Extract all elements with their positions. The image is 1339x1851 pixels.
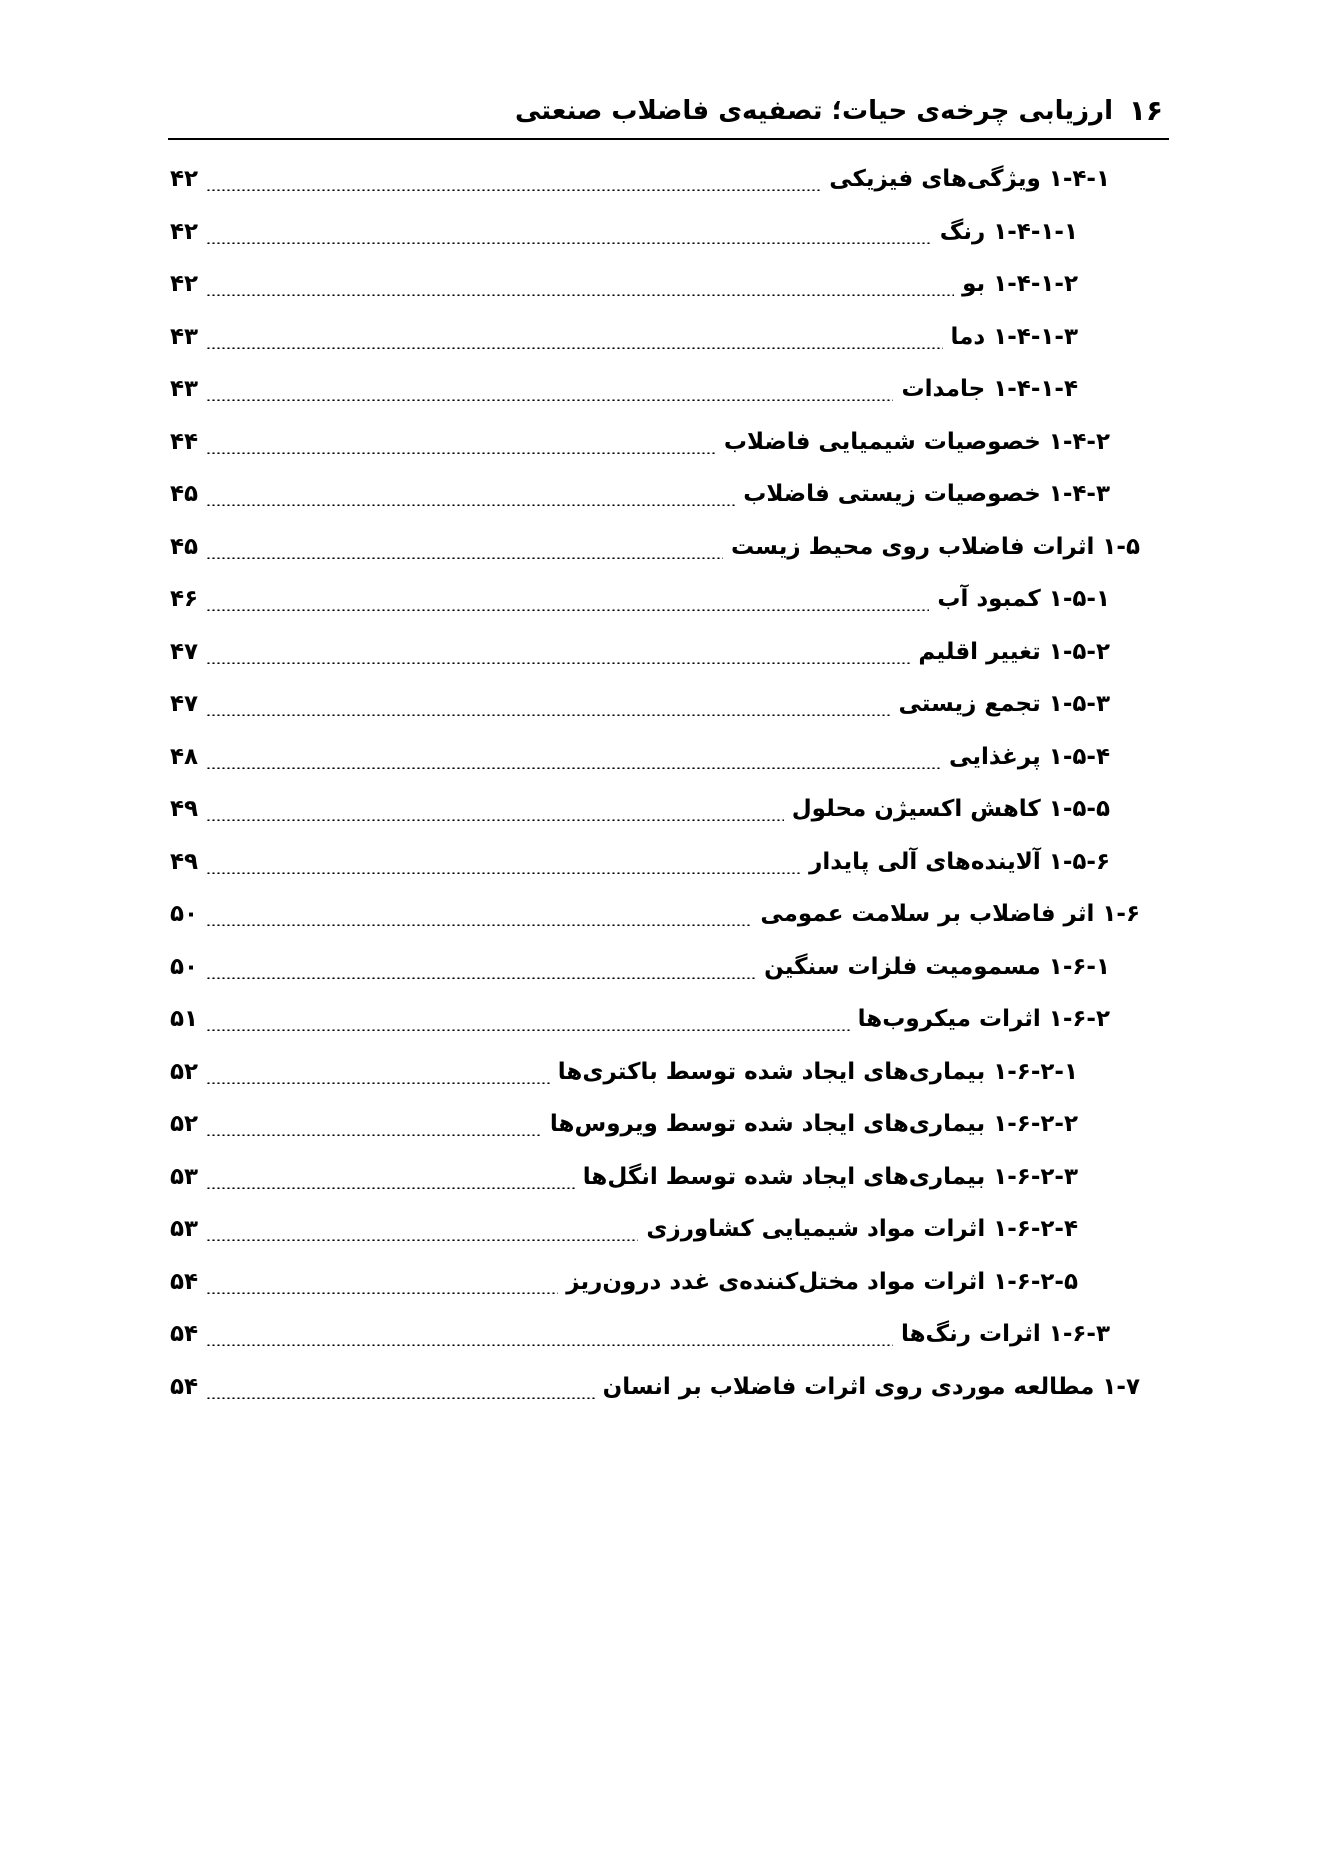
- toc-entry-page: ۴۷: [170, 638, 199, 665]
- toc-entry-title: رنگ: [939, 218, 986, 245]
- toc-entry[interactable]: [170, 324, 1078, 358]
- toc-entry-number: ۱-۶-۲-۲: [993, 1111, 1078, 1137]
- toc-entry-page: ۵۲: [170, 1111, 199, 1137]
- toc-entry-number: ۱-۶-۲-۱: [993, 1058, 1078, 1085]
- toc-entry-page: ۵۱: [170, 1006, 199, 1032]
- toc-entry-page: ۴۴: [170, 428, 199, 455]
- dot-leader: [206, 1082, 550, 1084]
- toc-entry-page: ۵۳: [170, 1216, 199, 1242]
- dot-leader: [206, 1292, 558, 1294]
- toc-entry[interactable]: [170, 1216, 1078, 1250]
- toc-entry-title: پرغذایی: [949, 743, 1041, 770]
- toc-entry[interactable]: [170, 1269, 1078, 1303]
- toc-entry[interactable]: [170, 166, 1110, 200]
- toc-entry-page: ۴۶: [170, 586, 199, 612]
- dot-leader: [206, 924, 752, 926]
- toc-entry-number: ۱-۶-۳: [1048, 1321, 1110, 1347]
- toc-entry-title: بو: [962, 271, 986, 297]
- toc-entry-title: بیماری‌های ایجاد شده توسط انگل‌ها: [582, 1163, 986, 1190]
- toc-entry[interactable]: [170, 271, 1078, 305]
- toc-entry[interactable]: [170, 1321, 1110, 1355]
- toc-entry-page: ۴۳: [170, 376, 199, 402]
- toc-entry-number: ۱-۵-۱: [1048, 586, 1110, 612]
- toc-entry[interactable]: [170, 691, 1110, 725]
- toc-entry-number: ۱-۶-۲-۳: [993, 1163, 1078, 1190]
- toc-entry-page: ۵۴: [170, 1373, 199, 1400]
- toc-entry-title: اثرات مواد شیمیایی کشاورزی: [646, 1216, 986, 1242]
- dot-leader: [206, 504, 735, 506]
- toc-entry[interactable]: [170, 1374, 1140, 1408]
- dot-leader: [206, 1344, 893, 1346]
- toc-entry-title: دما: [950, 323, 986, 350]
- toc-entry-number: ۱-۵-۴: [1048, 743, 1110, 770]
- toc-entry-title: تغییر اقلیم: [918, 638, 1041, 665]
- toc-entry[interactable]: [170, 954, 1110, 988]
- toc-entry-page: ۴۲: [170, 271, 199, 297]
- toc-entry-number: ۱-۶-۱: [1048, 953, 1110, 980]
- dot-leader: [206, 714, 890, 716]
- dot-leader: [206, 294, 954, 296]
- toc-entry-page: ۴۳: [170, 323, 199, 350]
- toc-entry-page: ۵۲: [170, 1058, 199, 1085]
- toc-entry-number: ۱-۴-۱-۱: [993, 218, 1078, 245]
- toc-entry-number: ۱-۶-۲-۴: [993, 1216, 1078, 1242]
- toc-entry-page: ۴۹: [170, 796, 199, 822]
- toc-entry-title: اثر فاضلاب بر سلامت عمومی: [760, 901, 1095, 927]
- toc-entry[interactable]: [170, 586, 1110, 620]
- toc-entry-title: بیماری‌های ایجاد شده توسط باکتری‌ها: [557, 1058, 986, 1085]
- toc-entry-page: ۴۲: [170, 218, 199, 245]
- dot-leader: [206, 1397, 595, 1399]
- toc-entry-number: ۱-۴-۱-۴: [993, 376, 1078, 402]
- toc-entry-title: خصوصیات شیمیایی فاضلاب: [723, 428, 1041, 455]
- dot-leader: [206, 557, 723, 559]
- toc-entry[interactable]: [170, 796, 1110, 830]
- toc-entry-title: مسمومیت فلزات سنگین: [764, 953, 1041, 980]
- dot-leader: [206, 399, 893, 401]
- toc-entry[interactable]: [170, 744, 1110, 778]
- toc-entry[interactable]: [170, 376, 1078, 410]
- toc-entry-number: ۱-۴-۱-۳: [993, 323, 1078, 350]
- toc-entry-page: ۴۹: [170, 848, 199, 875]
- toc-entry-title: اثرات میکروب‌ها: [857, 1006, 1041, 1032]
- toc-entry-number: ۱-۵-۲: [1048, 638, 1110, 665]
- dot-leader: [206, 347, 943, 349]
- toc-entry-page: ۵۰: [170, 953, 199, 980]
- toc-entry-title: مطالعه موردی روی اثرات فاضلاب بر انسان: [602, 1373, 1095, 1400]
- dot-leader: [206, 609, 929, 611]
- toc-entry-number: ۱-۴-۱-۲: [993, 271, 1078, 297]
- toc-entry-number: ۱-۶: [1102, 901, 1140, 927]
- toc-entry-title: اثرات فاضلاب روی محیط زیست: [730, 533, 1095, 560]
- toc-entry-title: آلاینده‌های آلی پایدار: [809, 848, 1041, 875]
- toc-entry-number: ۱-۵-۵: [1048, 796, 1110, 822]
- toc-entry-title: اثرات رنگ‌ها: [900, 1321, 1041, 1347]
- toc-entry-title: اثرات مواد مختل‌کننده‌ی غدد درون‌ریز: [566, 1268, 986, 1295]
- dot-leader: [206, 872, 801, 874]
- toc-entry-title: ویژگی‌های فیزیکی: [829, 166, 1041, 192]
- toc-entry-title: بیماری‌های ایجاد شده توسط ویروس‌ها: [549, 1111, 986, 1137]
- toc-entry[interactable]: [170, 534, 1140, 568]
- dot-leader: [206, 189, 821, 191]
- toc-entry-page: ۴۵: [170, 533, 199, 560]
- toc-entry[interactable]: [170, 481, 1110, 515]
- toc-entry-title: کاهش اکسیژن محلول: [791, 796, 1041, 822]
- dot-leader: [206, 1187, 575, 1189]
- toc-entry-title: تجمع زیستی: [898, 691, 1041, 717]
- toc-entry-page: ۴۵: [170, 481, 199, 507]
- toc-entry-page: ۴۷: [170, 691, 199, 717]
- toc-entry-number: ۱-۶-۲: [1048, 1006, 1110, 1032]
- dot-leader: [206, 242, 932, 244]
- toc-entry-number: ۱-۴-۲: [1048, 428, 1110, 455]
- dot-leader: [206, 1134, 542, 1136]
- toc-entry-number: ۱-۶-۲-۵: [993, 1268, 1078, 1295]
- page-number: ۱۶: [1128, 94, 1163, 127]
- dot-leader: [206, 662, 910, 664]
- toc-entry[interactable]: [170, 219, 1078, 253]
- toc-entry[interactable]: [170, 429, 1110, 463]
- toc-entry-title: خصوصیات زیستی فاضلاب: [743, 481, 1041, 507]
- toc-entry-page: ۴۸: [170, 743, 199, 770]
- toc-entry-title: جامدات: [901, 376, 986, 402]
- toc-entry[interactable]: [170, 1006, 1110, 1040]
- toc-entry[interactable]: [170, 1164, 1078, 1198]
- dot-leader: [206, 819, 784, 821]
- toc-entry-number: ۱-۵-۶: [1048, 848, 1110, 875]
- dot-leader: [206, 1029, 850, 1031]
- toc-entry[interactable]: [170, 849, 1110, 883]
- toc-entry[interactable]: [170, 1111, 1078, 1145]
- dot-leader: [206, 452, 716, 454]
- toc-entry-title: کمبود آب: [937, 586, 1041, 612]
- dot-leader: [206, 1239, 638, 1241]
- toc-entry[interactable]: [170, 901, 1140, 935]
- toc-entry-number: ۱-۴-۱: [1048, 166, 1110, 192]
- toc-entry-page: ۴۲: [170, 166, 199, 192]
- toc-entry[interactable]: [170, 639, 1110, 673]
- dot-leader: [206, 767, 941, 769]
- toc-entry-page: ۵۰: [170, 901, 199, 927]
- toc-entry-number: ۱-۷: [1102, 1373, 1140, 1400]
- toc-entry-page: ۵۴: [170, 1268, 199, 1295]
- dot-leader: [206, 977, 756, 979]
- toc-entry-number: ۱-۵: [1102, 533, 1140, 560]
- toc-entry-number: ۱-۵-۳: [1048, 691, 1110, 717]
- toc-entry-page: ۵۴: [170, 1321, 199, 1347]
- toc-entry-number: ۱-۴-۳: [1048, 481, 1110, 507]
- toc-entry-page: ۵۳: [170, 1163, 199, 1190]
- running-title: ارزیابی چرخه‌ی حیات؛ تصفیه‌ی فاضلاب صنعتی: [515, 96, 1113, 126]
- toc-entry[interactable]: [170, 1059, 1078, 1093]
